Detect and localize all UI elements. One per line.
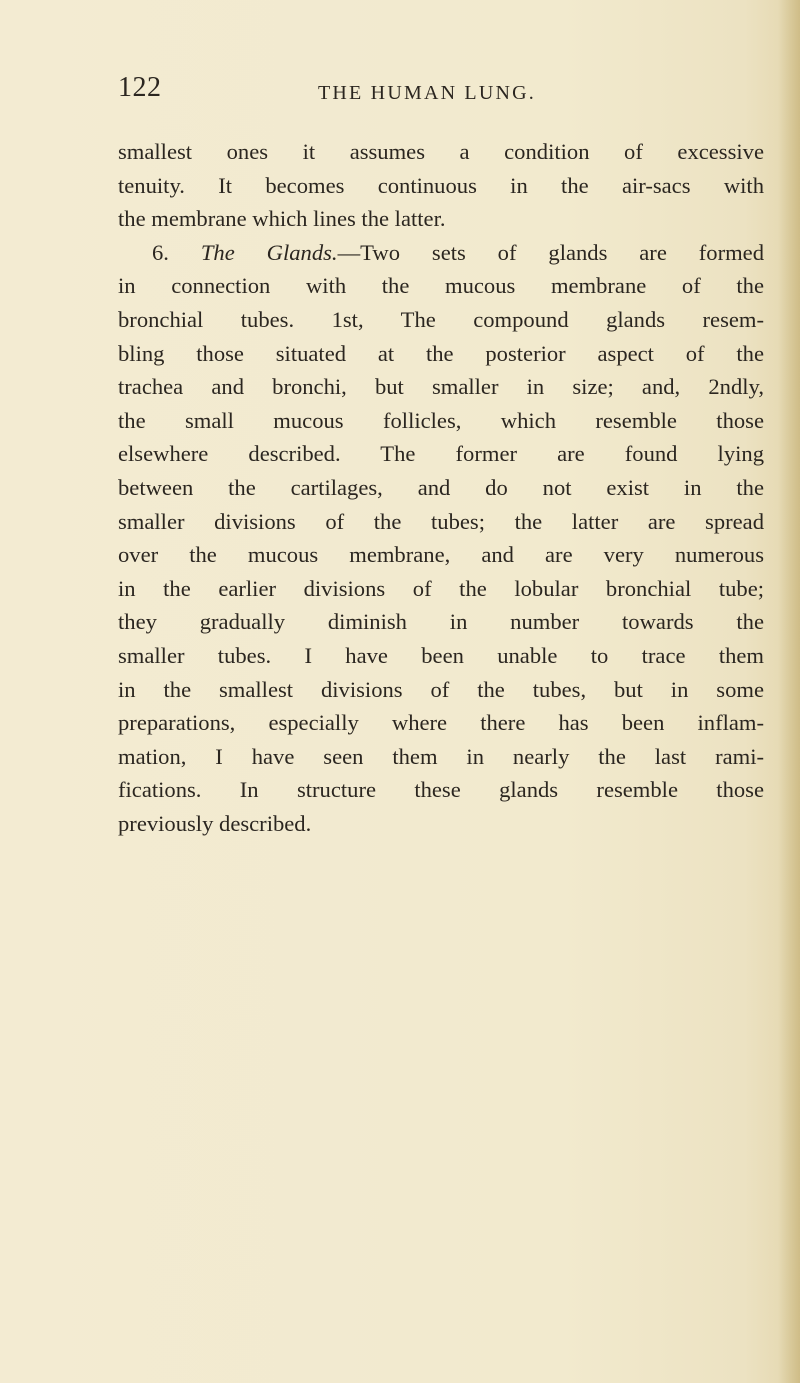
section-heading-line	[118, 236, 764, 270]
text-line: bling those situated at the posterior aspect of the	[118, 340, 764, 366]
section-title: The Glands.	[200, 239, 338, 265]
text-line: elsewhere described. The former are found lying	[118, 441, 764, 467]
text-line: bronchial tubes. 1st, The compound glands resem-	[118, 306, 764, 332]
text-line: fications. In structure these glands resemble those	[118, 777, 764, 803]
running-title: THE HUMAN LUNG.	[318, 82, 536, 104]
text-line: mation, I have seen them in nearly the last rami-	[118, 743, 764, 769]
text-line: previously described.	[118, 810, 312, 836]
text-line: trachea and bronchi, but smaller in size; and, 2ndly,	[118, 374, 764, 400]
text-line: in connection with the mucous membrane of the	[118, 273, 764, 299]
body-text	[118, 135, 764, 840]
page-number: 122	[118, 72, 162, 103]
text-line: between the cartilages, and do not exist in the	[118, 474, 764, 500]
text-line: tenuity. It becomes continuous in the air-sacs with	[118, 172, 764, 198]
text-line: the small mucous follicles, which resemble those	[118, 407, 764, 433]
section-number: 6.	[152, 239, 169, 265]
text-line: smaller divisions of the tubes; the latter are spread	[118, 508, 764, 534]
running-head	[118, 72, 758, 112]
text-line: smallest ones it assumes a condition of excessive	[118, 139, 764, 164]
text-line: in the smallest divisions of the tubes, but in some	[118, 676, 764, 702]
page-edge-shadow	[778, 0, 800, 1383]
text-line: smaller tubes. I have been unable to trace them	[118, 642, 764, 668]
text-line: they gradually diminish in number towards the	[118, 609, 764, 635]
text-line: over the mucous membrane, and are very numerous	[118, 542, 764, 568]
text-line: in the earlier divisions of the lobular bronchial tube;	[118, 575, 764, 601]
text-line: the membrane which lines the latter.	[118, 206, 446, 232]
section-first-line: —Two sets of glands are formed	[337, 239, 765, 265]
text-line: preparations, especially where there has been inflam-	[118, 710, 764, 736]
